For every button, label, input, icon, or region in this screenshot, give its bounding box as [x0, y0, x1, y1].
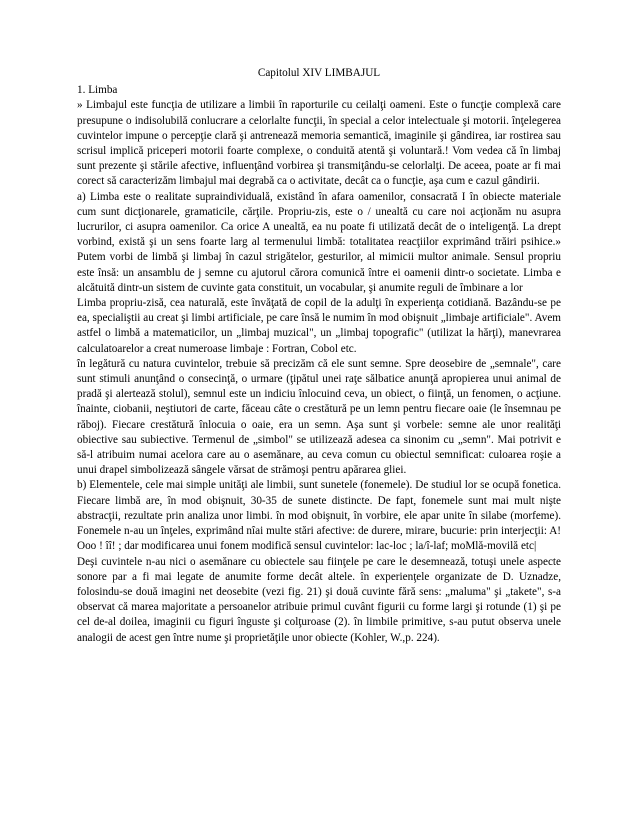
paragraph-intro: » Limbajul este funcţia de utilizare a limbii în raporturile cu ceilalţi oameni. Este o funcţie complexă care presupune o indisolubilă conlucrare a celorlalte funcţii, în special a celor intelectuale şi motorii. înţelegerea cuvintelor impune o percepţie clară şi antrenează memoria semantică, imaginile şi gândirea, iar rostirea sau scrisul implică priceperi motorii foarte complexe, o conduită atentă şi voluntară.! Vom vedea că în limbaj sunt prezente şi stările afective, influenţând vorbirea şi transmiţându-se celorlalţi. De aceea, poate ar fi mai corect să caracterizăm limbajul mai degrabă ca o activitate, decât ca o funcţie, aşa cum e cazul gândirii. [77, 99, 561, 188]
paragraph-uznadze: Deşi cuvintele n-au nici o asemănare cu obiectele sau fiinţele pe care le desemnează, totuşi unele aspecte sonore par a fi mai legate de anumite forme decât altele. în experienţele organizate de D. Uznadze, folosindu-se două imagini net deosebite (vezi fig. 21) şi două cuvinte fără sens: „maluma" şi „takete", s-a observat că marea majoritate a persoanelor atribuie primul cuvânt figurii cu forme largi şi rotunde (1) şi pe cel de-al doilea, imaginii cu figuri înguste şi colţuroase (2). în limbile primitive, s-au putut observa unele analogii de acest gen între nume şi proprietăţile unor obiecte (Kohler, W.,p. 224). [77, 555, 561, 644]
paragraph-b-elemente: b) Elementele, cele mai simple unităţi ale limbii, sunt sunetele (fonemele). De studiul lor se ocupă fonetica. Fiecare limbă are, în mod obişnuit, 30-35 de sunete distincte. De fapt, fonemele sunt mai mult nişte abstracţii, rezultate prin analiza unor limbi. în mod obişnuit, în vorbire, ele apar unite în silabe (morfeme). Fonemele n-au un înţeles, exprimând nîai multe stări afective: de durere, mirare, bucurie: prin interjecţii: A! Ooo ! îî! ; dar modificarea unui fonem modifică sensul cuvintelor: lac-loc ; la/î-laf; moMlă-movilă etc| [77, 479, 561, 553]
paragraph-semne: în legătură cu natura cuvintelor, trebuie să precizăm că ele sunt semne. Spre deosebire de „semnale", care sunt stimuli anunţând o consecinţă, o urmare (ţipătul unei raţe sălbatice anunţă apropierea unui animal de pradă şi alertează stolul), semnul este un indiciu înlocuind ceva, un obiect, o fiinţă, un fenomen, o acţiune. înainte, ciobanii, neştiutori de carte, făceau câte o crestătură pe un lemn pentru fiecare oaie (le însemnau pe răboj). Fiecare crestătură înlocuia o oaie, era un semn. Aşa sunt şi vorbele: semne ale unor realităţi obiective sau subiective. Termenul de „simbol" se utilizează adesea ca sinonim cu „semn". Mai potrivit e să-l atribuim numai acelora care au o asemănare, au ceva comun cu obiectul semnificat: culoarea roşie a unui drapel simbolizează sângele vărsat de strămoşi pentru apărarea gliei. [77, 357, 561, 477]
section-heading: 1. Limba [77, 84, 118, 97]
chapter-title: Capitolul XIV LIMBAJUL [257, 67, 381, 79]
paragraph-limba-naturala: Limba propriu-zisă, cea naturală, este învăţată de copil de la adulţi în experienţa cotidiană. Bazându-se pe ea, specialiştii au creat şi limbi artificiale, pe care însă le numim în mod obişnuit „limbaje artificiale". Avem astfel o limbă a matematicilor, un „limbaj muzical", un „limbaj topografic" (utilizat la hărţi), manevrarea calculatoarelor a creat numeroase limbaje : Fortran, Cobol etc. [77, 297, 561, 355]
paragraph-a-limba: a) Limba este o realitate supraindividuală, existând în afara oamenilor, consacrată I în obiecte materiale cum sunt dicţionarele, gramaticile, cărţile. Propriu-zis, este o / unealtă cu care noi acţionăm nu asupra lucrurilor, ci asupra oamenilor. Ca orice A unealtă, ea nu poate fi utilizată decât de o inteligenţă. La drept vorbind, există şi un sens foarte larg al termenului limbă: totalitatea reacţiilor exprimând trăiri psihice.» Putem vorbi de limbă şi limbaj în cazul strigătelor, gesturilor, al mimicii multor animale. Sensul propriu este însă: un ansamblu de j semne cu ajutorul cărora comunică între ei oamenii dintr-o societate. Limba e alcătuită dintr-un sistem de cuvinte gata constituit, un vocabular, şi anumite reguli de îmbinare a lor [77, 190, 561, 294]
document-page [77, 66, 561, 646]
